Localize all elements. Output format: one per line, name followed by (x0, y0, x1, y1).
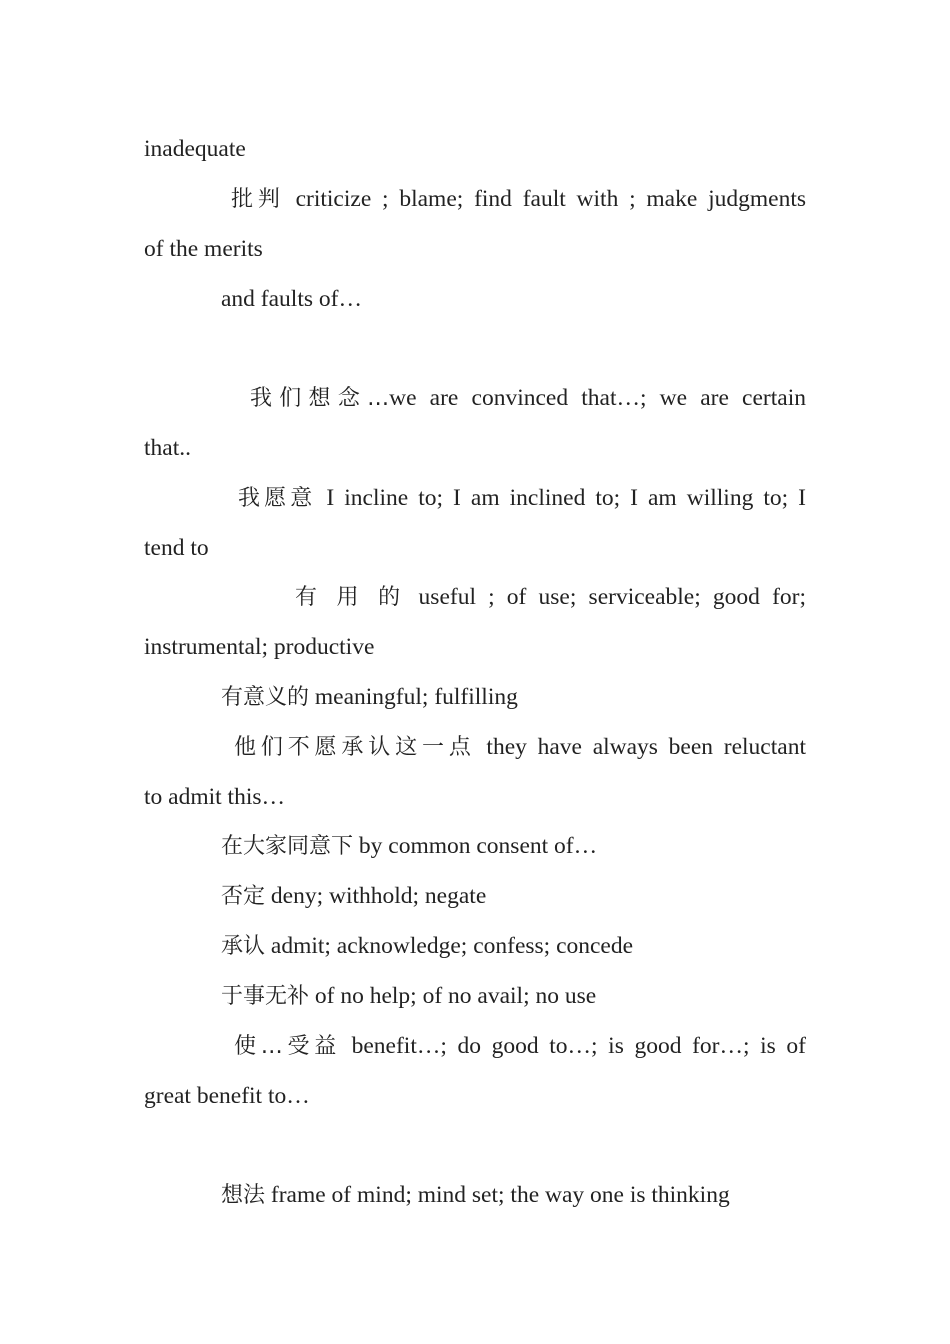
glossary-entry (144, 1031, 806, 1061)
glossary-entry (144, 483, 806, 513)
chinese-term: 承认 (221, 934, 266, 959)
glossary-entry (221, 981, 596, 1012)
english-translation: benefit…; do good to…; is good for…; is of (340, 1033, 806, 1059)
text-line: to admit this… (144, 784, 285, 810)
glossary-entry (221, 831, 597, 862)
chinese-term: 我们想念… (250, 386, 390, 411)
chinese-term: 有 用 的 (295, 585, 407, 610)
english-translation: deny; withhold; negate (265, 883, 487, 909)
glossary-entry (221, 931, 633, 962)
english-translation: I incline to; I am inclined to; I am willing to; I (316, 485, 806, 511)
chinese-term: 在大家同意下 (221, 834, 354, 859)
glossary-entry (221, 881, 486, 912)
glossary-entry (221, 682, 518, 713)
text-line: and faults of… (221, 286, 362, 312)
glossary-entry (144, 184, 806, 214)
text-line: inadequate (144, 136, 246, 162)
chinese-term: 想法 (221, 1183, 266, 1208)
text-line: that.. (144, 435, 191, 461)
chinese-term: 有意义的 (221, 685, 310, 710)
chinese-term: 批判 (231, 187, 285, 212)
english-translation: criticize ; blame; find fault with ; make judgments (284, 186, 806, 212)
glossary-entry (144, 383, 806, 413)
english-translation: frame of mind; mind set; the way one is thinking (265, 1182, 730, 1208)
glossary-entry (144, 732, 806, 762)
english-translation: meaningful; fulfilling (309, 684, 518, 710)
text-line: tend to (144, 535, 209, 561)
english-translation: by common consent of… (353, 833, 598, 859)
glossary-entry (221, 1180, 730, 1211)
glossary-entry (144, 582, 806, 612)
text-line: great benefit to… (144, 1083, 310, 1109)
english-translation: of no help; of no avail; no use (309, 983, 597, 1009)
english-translation: we are convinced that…; we are certain (389, 385, 806, 411)
chinese-term: 使…受益 (234, 1034, 341, 1059)
english-translation: admit; acknowledge; confess; concede (265, 933, 634, 959)
text-line: of the merits (144, 236, 263, 262)
english-translation: useful ; of use; serviceable; good for; (406, 584, 806, 610)
chinese-term: 于事无补 (221, 984, 310, 1009)
chinese-term: 他们不愿承认这一点 (234, 735, 476, 760)
english-translation: they have always been reluctant (475, 734, 806, 760)
text-line: instrumental; productive (144, 634, 375, 660)
chinese-term: 我愿意 (238, 486, 317, 511)
chinese-term: 否定 (221, 884, 266, 909)
